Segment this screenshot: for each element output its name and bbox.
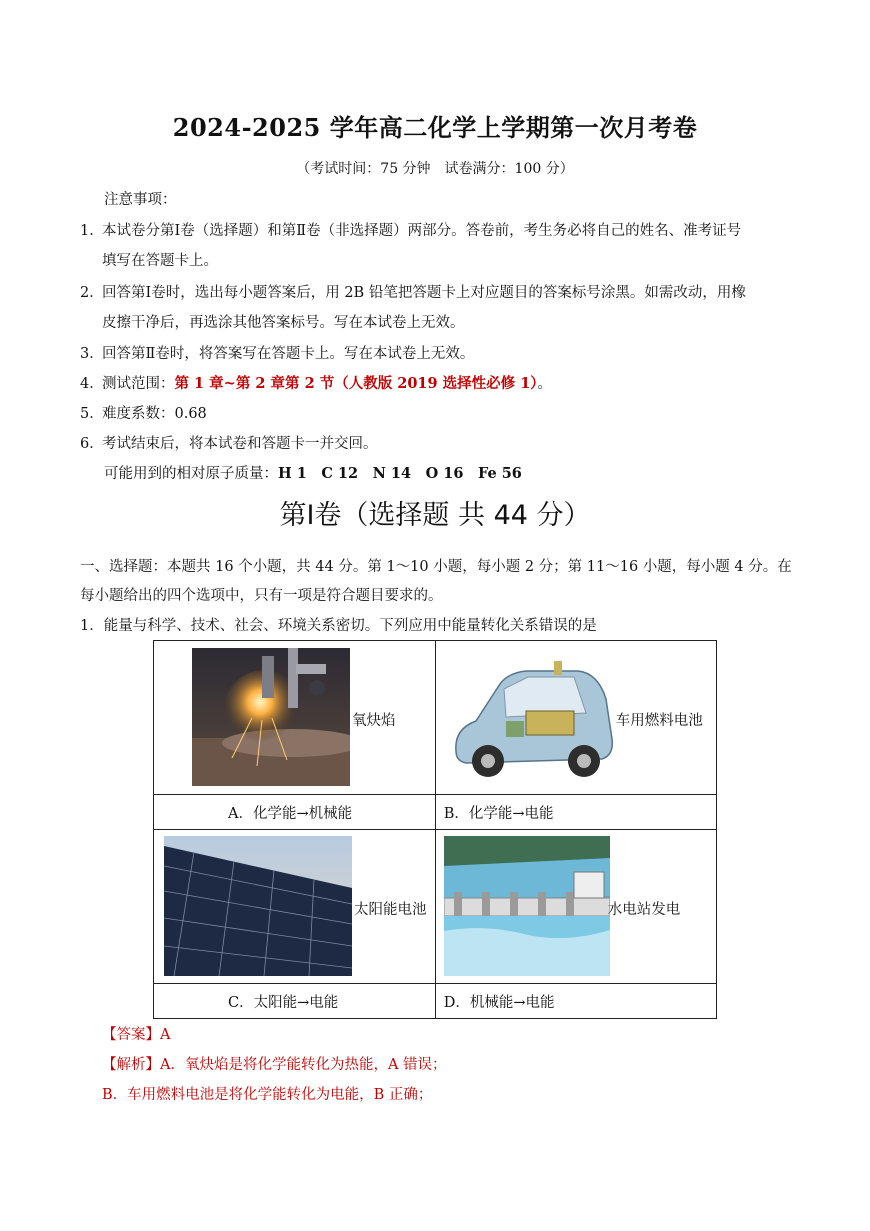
atomic-masses: 可能用到的相对原子质量：H 1 C 12 N 14 O 16 Fe 56: [104, 465, 522, 482]
exam-info: （考试时间：75 分钟 试卷满分：100 分）: [296, 161, 574, 177]
option-d-label: 水电站发电: [607, 902, 681, 918]
page-title: 2024-2025 学年高二化学上学期第一次月考卷: [172, 113, 698, 142]
notice-heading: 注意事项：: [104, 192, 177, 208]
option-a-label: 氧炔焰: [352, 713, 396, 729]
option-c-caption: C．太阳能→电能: [154, 984, 436, 1019]
option-b-image-cell: [435, 641, 716, 795]
section-instructions: 一、选择题：本题共 16 个小题，共 44 分。第 1～10 小题，每小题 2 分；第 11～16 小题，每小题 4 分。在: [80, 559, 792, 575]
notice-item-1-cont: 填写在答题卡上。: [102, 253, 218, 269]
notice-item-4: 4．测试范围：第 1 章~第 2 章第 2 节（人教版 2019 选择性必修 1）。: [80, 375, 553, 392]
option-c-label: 太阳能电池: [354, 902, 427, 918]
question-1-stem: 1．能量与科学、技术、社会、环境关系密切。下列应用中能量转化关系错误的是: [80, 618, 597, 634]
section-title: 第Ⅰ卷（选择题 共 44 分）: [279, 500, 591, 531]
option-c-image-cell: [154, 830, 436, 984]
hydropower-dam-photo-icon: [444, 836, 610, 976]
notice-item-3: 3．回答第Ⅱ卷时，将答案写在答题卡上。写在本试卷上无效。: [80, 346, 475, 362]
notice-item-1: 1．本试卷分第Ⅰ卷（选择题）和第Ⅱ卷（非选择题）两部分。答卷前，考生务必将自己的姓名、准考证号: [80, 223, 742, 239]
welding-torch-photo-icon: [192, 648, 350, 786]
notice-item-2-cont: 皮擦干净后，再选涂其他答案标号。写在本试卷上无效。: [102, 315, 465, 331]
test-scope: 第 1 章~第 2 章第 2 节（人教版 2019 选择性必修 1）: [174, 375, 538, 392]
option-a-image-cell: [154, 641, 436, 795]
question-1-options-table: [153, 640, 717, 1019]
question-1-analysis-cont: B．车用燃料电池是将化学能转化为电能，B 正确；: [102, 1087, 433, 1103]
notice-item-2: 2．回答第Ⅰ卷时，选出每小题答案后，用 2B 铅笔把答题卡上对应题目的答案标号涂黑。如需改动，用橡: [80, 285, 746, 301]
option-d-image-cell: [435, 830, 716, 984]
question-1-analysis: 【解析】A．氧炔焰是将化学能转化为热能，A 错误；: [102, 1057, 447, 1073]
option-d-caption: D．机械能→电能: [435, 984, 716, 1019]
option-a-caption: A．化学能→机械能: [154, 795, 436, 830]
notice-item-6: 6．考试结束后，将本试卷和答题卡一并交回。: [80, 436, 378, 452]
notice-item-5: 5．难度系数：0.68: [80, 406, 207, 422]
option-b-caption: B．化学能→电能: [435, 795, 716, 830]
section-instructions-cont: 每小题给出的四个选项中，只有一项是符合题目要求的。: [80, 588, 443, 604]
option-b-label: 车用燃料电池: [615, 713, 703, 729]
fuel-cell-car-photo-icon: [446, 659, 618, 789]
solar-panel-photo-icon: [164, 836, 352, 976]
question-1-answer: 【答案】A: [102, 1027, 171, 1043]
